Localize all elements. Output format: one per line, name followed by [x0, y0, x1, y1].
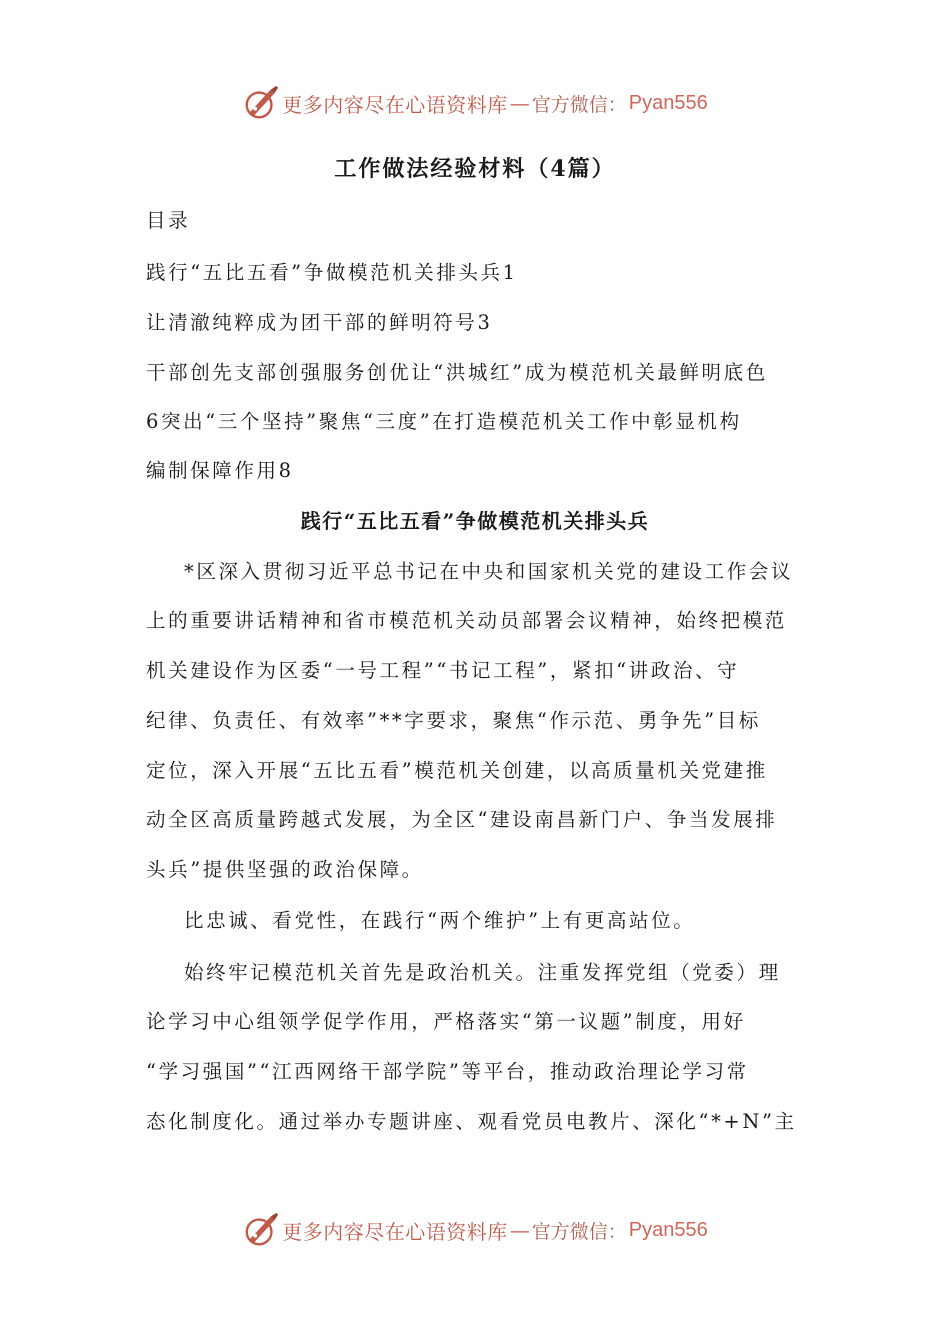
paragraph-line: 机关建设作为区委“一号工程”“书记工程”，紧扣“讲政治、守	[146, 659, 740, 682]
paragraph-line: *区深入贯彻习近平总书记在中央和国家机关党的建设工作会议	[184, 560, 794, 583]
bottom-watermark-banner	[0, 1210, 950, 1250]
pen-nib-logo-icon	[242, 1211, 280, 1249]
toc-line: 6突出“三个坚持”聚焦“三度”在打造模范机关工作中彰显机构	[146, 410, 742, 433]
toc-line: 让清澈纯粹成为团干部的鲜明符号3	[146, 311, 493, 334]
paragraph-line: 比忠诚、看党性，在践行“两个维护”上有更高站位。	[184, 909, 696, 932]
banner-wechat-label: 官方微信：	[531, 93, 627, 116]
toc-line: 践行“五比五看”争做模范机关排头兵1	[146, 261, 518, 284]
paragraph-line: 上的重要讲话精神和省市模范机关动员部署会议精神，始终把模范	[146, 609, 787, 632]
paragraph-line: 始终牢记模范机关首先是政治机关。注重发挥党组（党委）理	[184, 961, 781, 984]
banner-text: 更多内容尽在心语资料库	[282, 1219, 508, 1244]
document-title: 工作做法经验材料（4篇）	[334, 156, 616, 182]
section-title: 践行“五比五看”争做模范机关排头兵	[300, 509, 650, 533]
toc-line: 干部创先支部创强服务创优让“洪城红”成为模范机关最鲜明底色	[146, 361, 768, 384]
paragraph-line: “学习强国”“江西网络干部学院”等平台，推动政治理论学习常	[146, 1060, 749, 1083]
banner-dash: —	[509, 91, 530, 115]
paragraph-line: 论学习中心组领学促学作用，严格落实“第一议题”制度，用好	[146, 1010, 746, 1033]
banner-dash: —	[509, 1218, 530, 1242]
paragraph-line: 定位，深入开展“五比五看”模范机关创建，以高质量机关党建推	[146, 759, 768, 782]
banner-wechat-label: 官方微信：	[531, 1220, 627, 1243]
pen-nib-logo-icon	[242, 84, 280, 122]
banner-wechat-id: Pyan556	[628, 91, 708, 114]
banner-wechat-id: Pyan556	[628, 1218, 708, 1241]
banner-text: 更多内容尽在心语资料库	[282, 92, 508, 117]
toc-heading: 目录	[146, 209, 191, 232]
paragraph-line: 态化制度化。通过举办专题讲座、观看党员电教片、深化“*+N”主	[146, 1110, 797, 1133]
paragraph-line: 纪律、负责任、有效率”**字要求，聚焦“作示范、勇争先”目标	[146, 709, 761, 732]
paragraph-line: 头兵”提供坚强的政治保障。	[146, 858, 424, 881]
paragraph-line: 动全区高质量跨越式发展，为全区“建设南昌新门户、争当发展排	[146, 808, 778, 831]
toc-line: 编制保障作用8	[146, 459, 294, 482]
top-watermark-banner	[0, 83, 950, 123]
